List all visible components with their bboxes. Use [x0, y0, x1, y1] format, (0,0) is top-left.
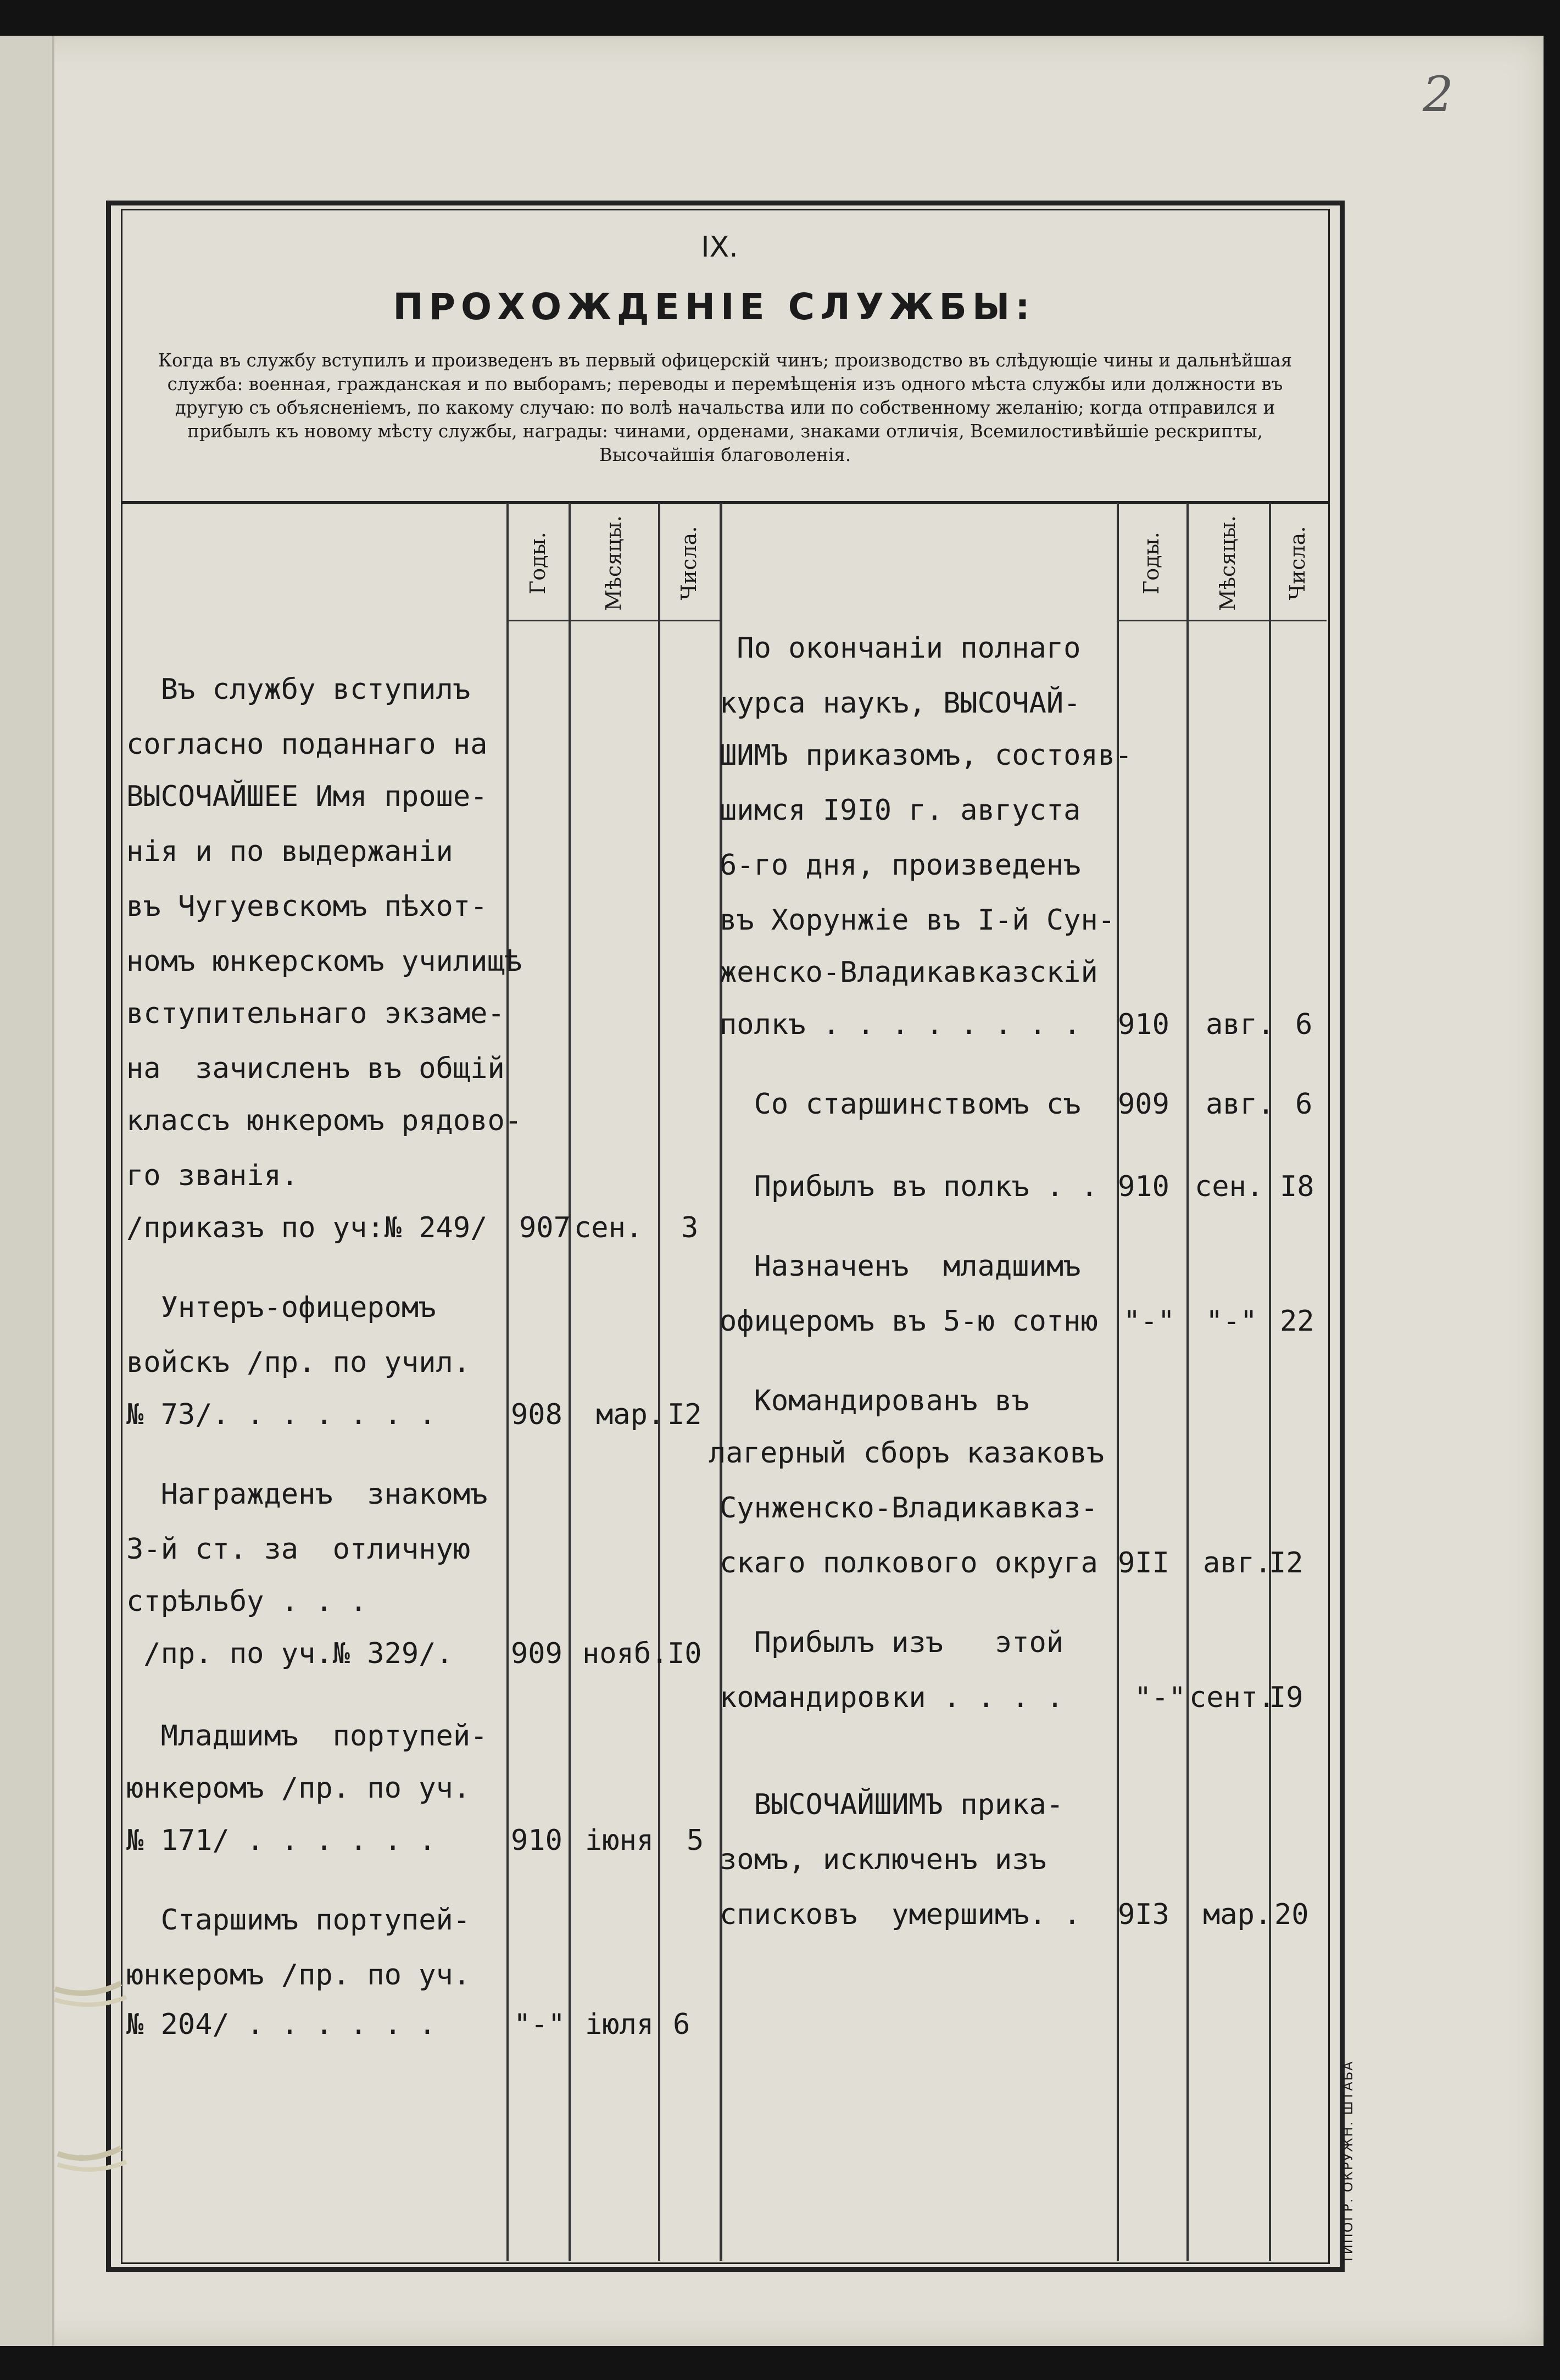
right-date-year: 9I3 — [1118, 1898, 1169, 1931]
left-date-day: 5 — [687, 1824, 704, 1857]
right-days-header: Числа. — [1285, 526, 1310, 600]
page-number: 2 — [1423, 66, 1453, 123]
right-date-year: 910 — [1118, 1170, 1169, 1203]
right-date-month: "-" — [1206, 1305, 1257, 1338]
left-line: Унтеръ-офицеромъ — [126, 1291, 436, 1324]
left-header-rule — [506, 620, 720, 621]
section-number: IX. — [701, 231, 738, 264]
right-line: зомъ, исключенъ изъ — [720, 1843, 1046, 1876]
right-date-month: авг. — [1206, 1008, 1275, 1041]
left-date-year: 910 — [511, 1824, 562, 1857]
left-line: войскъ /пр. по учил. — [126, 1346, 471, 1379]
left-line: вступительнаго экзаме- — [126, 997, 505, 1030]
right-date-year: 909 — [1118, 1088, 1169, 1121]
left-months-divider — [569, 503, 571, 2261]
left-years-divider — [506, 503, 509, 2261]
left-line: /пр. по уч.№ 329/. — [126, 1637, 453, 1670]
right-date-year: "-" — [1134, 1681, 1186, 1714]
right-days-divider — [1269, 503, 1271, 2261]
left-line: № 171/ . . . . . . — [126, 1824, 436, 1857]
right-date-day: I9 — [1269, 1681, 1303, 1714]
right-line: Назначенъ младшимъ — [720, 1250, 1081, 1283]
left-days-divider — [658, 503, 660, 2261]
left-line: Награжденъ знакомъ — [126, 1478, 488, 1511]
left-date-day: 3 — [681, 1211, 699, 1244]
right-line: женско-Владикавказскій — [720, 956, 1098, 989]
right-date-month: авг. — [1206, 1088, 1275, 1121]
right-date-month: сен. — [1195, 1170, 1264, 1203]
section-title: ПРОХОЖДЕНІЕ СЛУЖБЫ: — [393, 286, 1035, 328]
right-line: 6-го дня, произведенъ — [720, 849, 1081, 882]
left-days-header: Числа. — [677, 526, 701, 600]
right-date-day: 6 — [1295, 1088, 1313, 1121]
left-date-month: мар. — [596, 1398, 665, 1431]
left-years-header: Годы. — [526, 532, 550, 594]
left-line: № 73/. . . . . . . — [126, 1398, 436, 1431]
left-line: на зачисленъ въ общій — [126, 1052, 505, 1085]
left-date-month: сен. — [574, 1211, 643, 1244]
left-date-month: іюля — [585, 2008, 654, 2041]
left-date-year: 908 — [511, 1398, 562, 1431]
binding-thread — [44, 1967, 132, 2187]
right-line: Командированъ въ — [720, 1384, 1029, 1417]
right-line: шимся I9I0 г. августа — [720, 794, 1081, 827]
right-line: По окончаніи полнаго — [720, 632, 1081, 665]
right-date-day: 20 — [1274, 1898, 1309, 1931]
right-line: командировки . . . . — [720, 1681, 1064, 1714]
right-header-rule — [1117, 620, 1327, 621]
right-date-day: 6 — [1295, 1008, 1313, 1041]
right-date-day: 22 — [1280, 1305, 1314, 1338]
right-line: Сунженско-Владикавказ- — [720, 1492, 1098, 1525]
left-line: /приказъ по уч:№ 249/ — [126, 1211, 488, 1244]
header-rule — [121, 501, 1328, 504]
right-line: Прибылъ изъ этой — [720, 1626, 1064, 1659]
left-line: го званія. — [126, 1159, 299, 1192]
left-date-year: "-" — [514, 2008, 565, 2041]
right-line: Прибылъ въ полкъ . . — [720, 1170, 1098, 1203]
left-line: ВЫСОЧАЙШЕЕ Имя проше- — [126, 780, 488, 813]
left-line: номъ юнкерскомъ училищѣ — [126, 945, 522, 978]
left-line: нія и по выдержаніи — [126, 835, 453, 868]
left-line: № 204/ . . . . . . — [126, 2008, 436, 2041]
right-line: лагерный сборъ казаковъ — [709, 1437, 1105, 1470]
right-line: ВЫСОЧАЙШИМЪ прика- — [720, 1788, 1064, 1821]
right-months-divider — [1186, 503, 1189, 2261]
left-line: въ Чугуевскомъ пѣхот- — [126, 890, 488, 923]
section-instructions: Когда въ службу вступилъ и произведенъ въ первый офицерскій чинъ; производство въ слѣдующіе чины и дальнѣйшая служба: военная, гражданская и по выборамъ; переводы и перемѣщенія изъ одного мѣста службы или должности въ другую съ объясненіемъ, по какому случаю: по волѣ начальства или по собственному желанію; когда отправился и прибылъ къ новому мѣсту службы, награды: чинами, орденами, знаками отличія, Всемилостивѣйшіе рескрипты, Высочайшія благоволенія. — [158, 350, 1292, 465]
left-date-day: 6 — [673, 2008, 690, 2041]
printer-imprint: ТИПОГР. ОКРУЖН. ШТАБА — [1340, 2060, 1356, 2264]
left-line: юнкеромъ /пр. по уч. — [126, 1772, 471, 1805]
left-line: Въ службу вступилъ — [126, 673, 471, 706]
right-date-month: мар. — [1203, 1898, 1272, 1931]
right-years-header: Годы. — [1139, 532, 1163, 594]
left-line: юнкеромъ /пр. по уч. — [126, 1959, 471, 1992]
right-date-month: сент. — [1189, 1681, 1275, 1714]
left-date-month: іюня — [585, 1824, 654, 1857]
left-date-month: нояб. — [582, 1637, 668, 1670]
right-line: полкъ . . . . . . . . — [720, 1008, 1081, 1041]
left-months-header: Мѣсяцы. — [601, 515, 626, 611]
right-date-day: I2 — [1269, 1547, 1303, 1580]
left-line: 3-й ст. за отличную — [126, 1533, 471, 1566]
right-line: офицеромъ въ 5-ю сотню — [720, 1305, 1098, 1338]
right-date-month: авг. — [1203, 1547, 1272, 1580]
right-line: Со старшинствомъ съ — [720, 1088, 1081, 1121]
right-date-year: 910 — [1118, 1008, 1169, 1041]
left-line: согласно поданнаго на — [126, 728, 488, 761]
right-date-year: "-" — [1123, 1305, 1175, 1338]
right-line: списковъ умершимъ. . — [720, 1898, 1081, 1931]
right-line: ШИМЪ приказомъ, состояв- — [720, 739, 1133, 772]
right-date-day: I8 — [1280, 1170, 1314, 1203]
left-line: стрѣльбу . . . — [126, 1585, 367, 1618]
left-date-year: 909 — [511, 1637, 562, 1670]
left-line: Младшимъ портупей- — [126, 1720, 488, 1753]
left-date-day: I0 — [667, 1637, 702, 1670]
right-line: въ Хорунжіе въ I-й Сун- — [720, 904, 1116, 937]
left-line: классъ юнкеромъ рядово- — [126, 1104, 522, 1137]
left-line: Старшимъ портупей- — [126, 1904, 471, 1937]
right-date-year: 9II — [1118, 1547, 1169, 1580]
right-line: курса наукъ, ВЫСОЧАЙ- — [720, 687, 1081, 720]
right-line: скаго полкового округа — [720, 1547, 1098, 1580]
left-date-year: 907 — [519, 1211, 571, 1244]
left-date-day: I2 — [667, 1398, 702, 1431]
right-months-header: Мѣсяцы. — [1216, 515, 1240, 611]
